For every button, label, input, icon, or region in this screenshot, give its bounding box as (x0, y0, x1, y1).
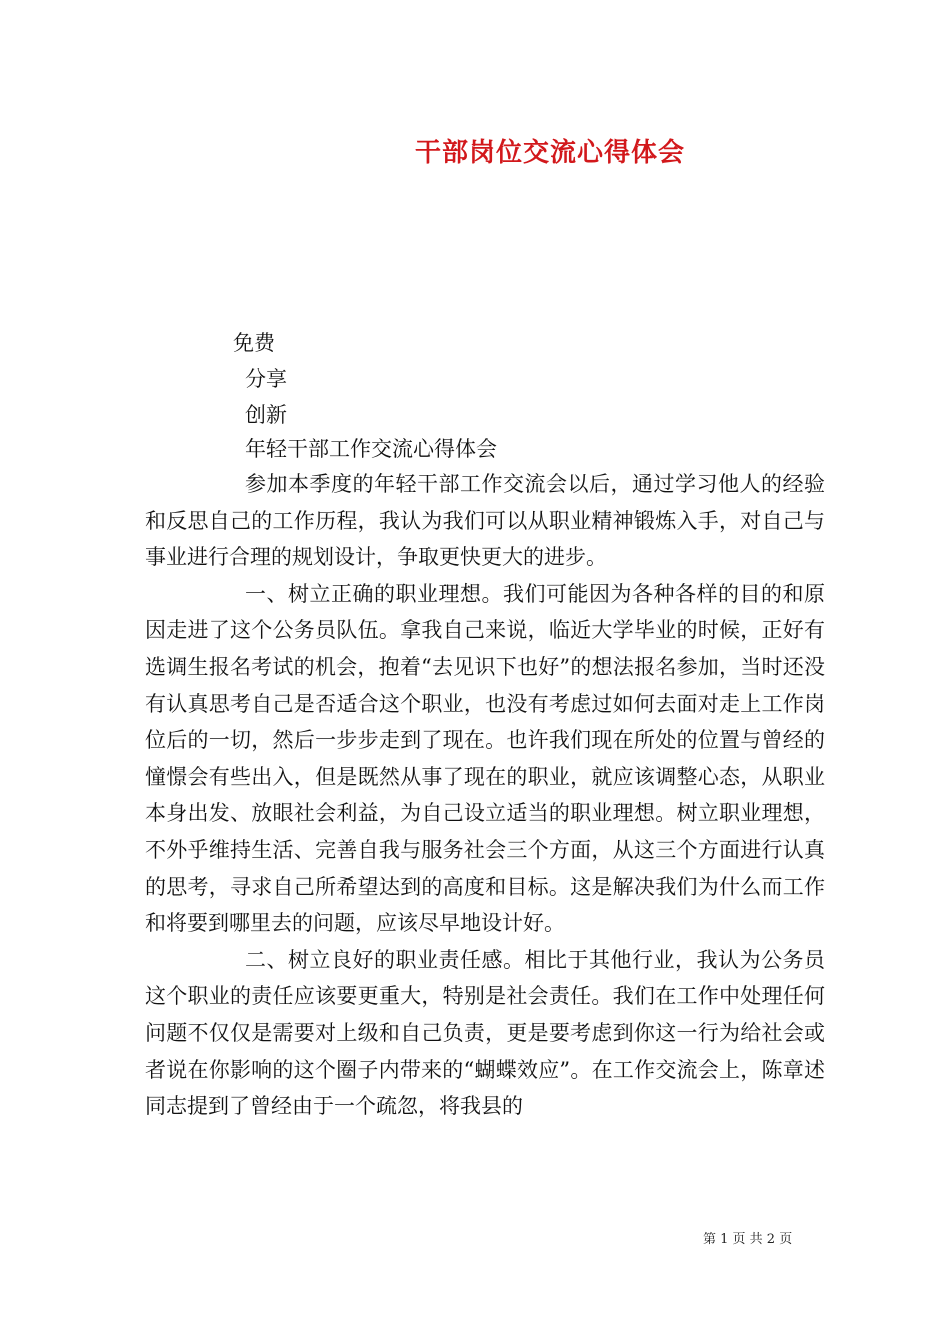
line-free: 免费 (233, 331, 275, 355)
paragraph-responsibility: 二、树立良好的职业责任感。相比于其他行业，我认为公务员这个职业的责任应该要更重大，特别是社会责任。我们在工作中处理任何问题不仅仅是需要对上级和自己负责，更是要考虑到你这一行为给社会或者说在你影响的这个圈子内带来的“蝴蝶效应”。在工作交流会上，陈章述同志提到了曾经由于一个疏忽，将我县的 (145, 947, 825, 1119)
document-body (145, 466, 825, 1125)
paragraph-career-ideal: 一、树立正确的职业理想。我们可能因为各种各样的目的和原因走进了这个公务员队伍。拿我自己来说，临近大学毕业的时候，正好有选调生报名考试的机会，抱着“去见识下也好”的想法报名参加，当时还没有认真思考自己是否适合这个职业，也没有考虑过如何去面对走上工作岗位后的一切，然后一步步走到了现在。也许我们现在所处的位置与曾经的憧憬会有些出入，但是既然从事了现在的职业，就应该调整心态，从职业本身出发、放眼社会利益，为自己设立适当的职业理想。树立职业理想，不外乎维持生活、完善自我与服务社会三个方面，从这三个方面进行认真的思考，寻求自己所希望达到的高度和目标。这是解决我们为什么而工作和将要到哪里去的问题，应该尽早地设计好。 (145, 581, 825, 936)
document-title: 干部岗位交流心得体会 (414, 138, 685, 168)
line-innovate: 创新 (245, 403, 287, 427)
document-subtitle: 年轻干部工作交流心得体会 (245, 437, 497, 461)
line-share: 分享 (245, 367, 287, 391)
page-number-footer: 第 1 页 共 2 页 (703, 1232, 793, 1247)
paragraph-intro: 参加本季度的年轻干部工作交流会以后，通过学习他人的经验和反思自己的工作历程，我认为我们可以从职业精神锻炼入手，对自己与事业进行合理的规划设计，争取更快更大的进步。 (145, 472, 825, 570)
